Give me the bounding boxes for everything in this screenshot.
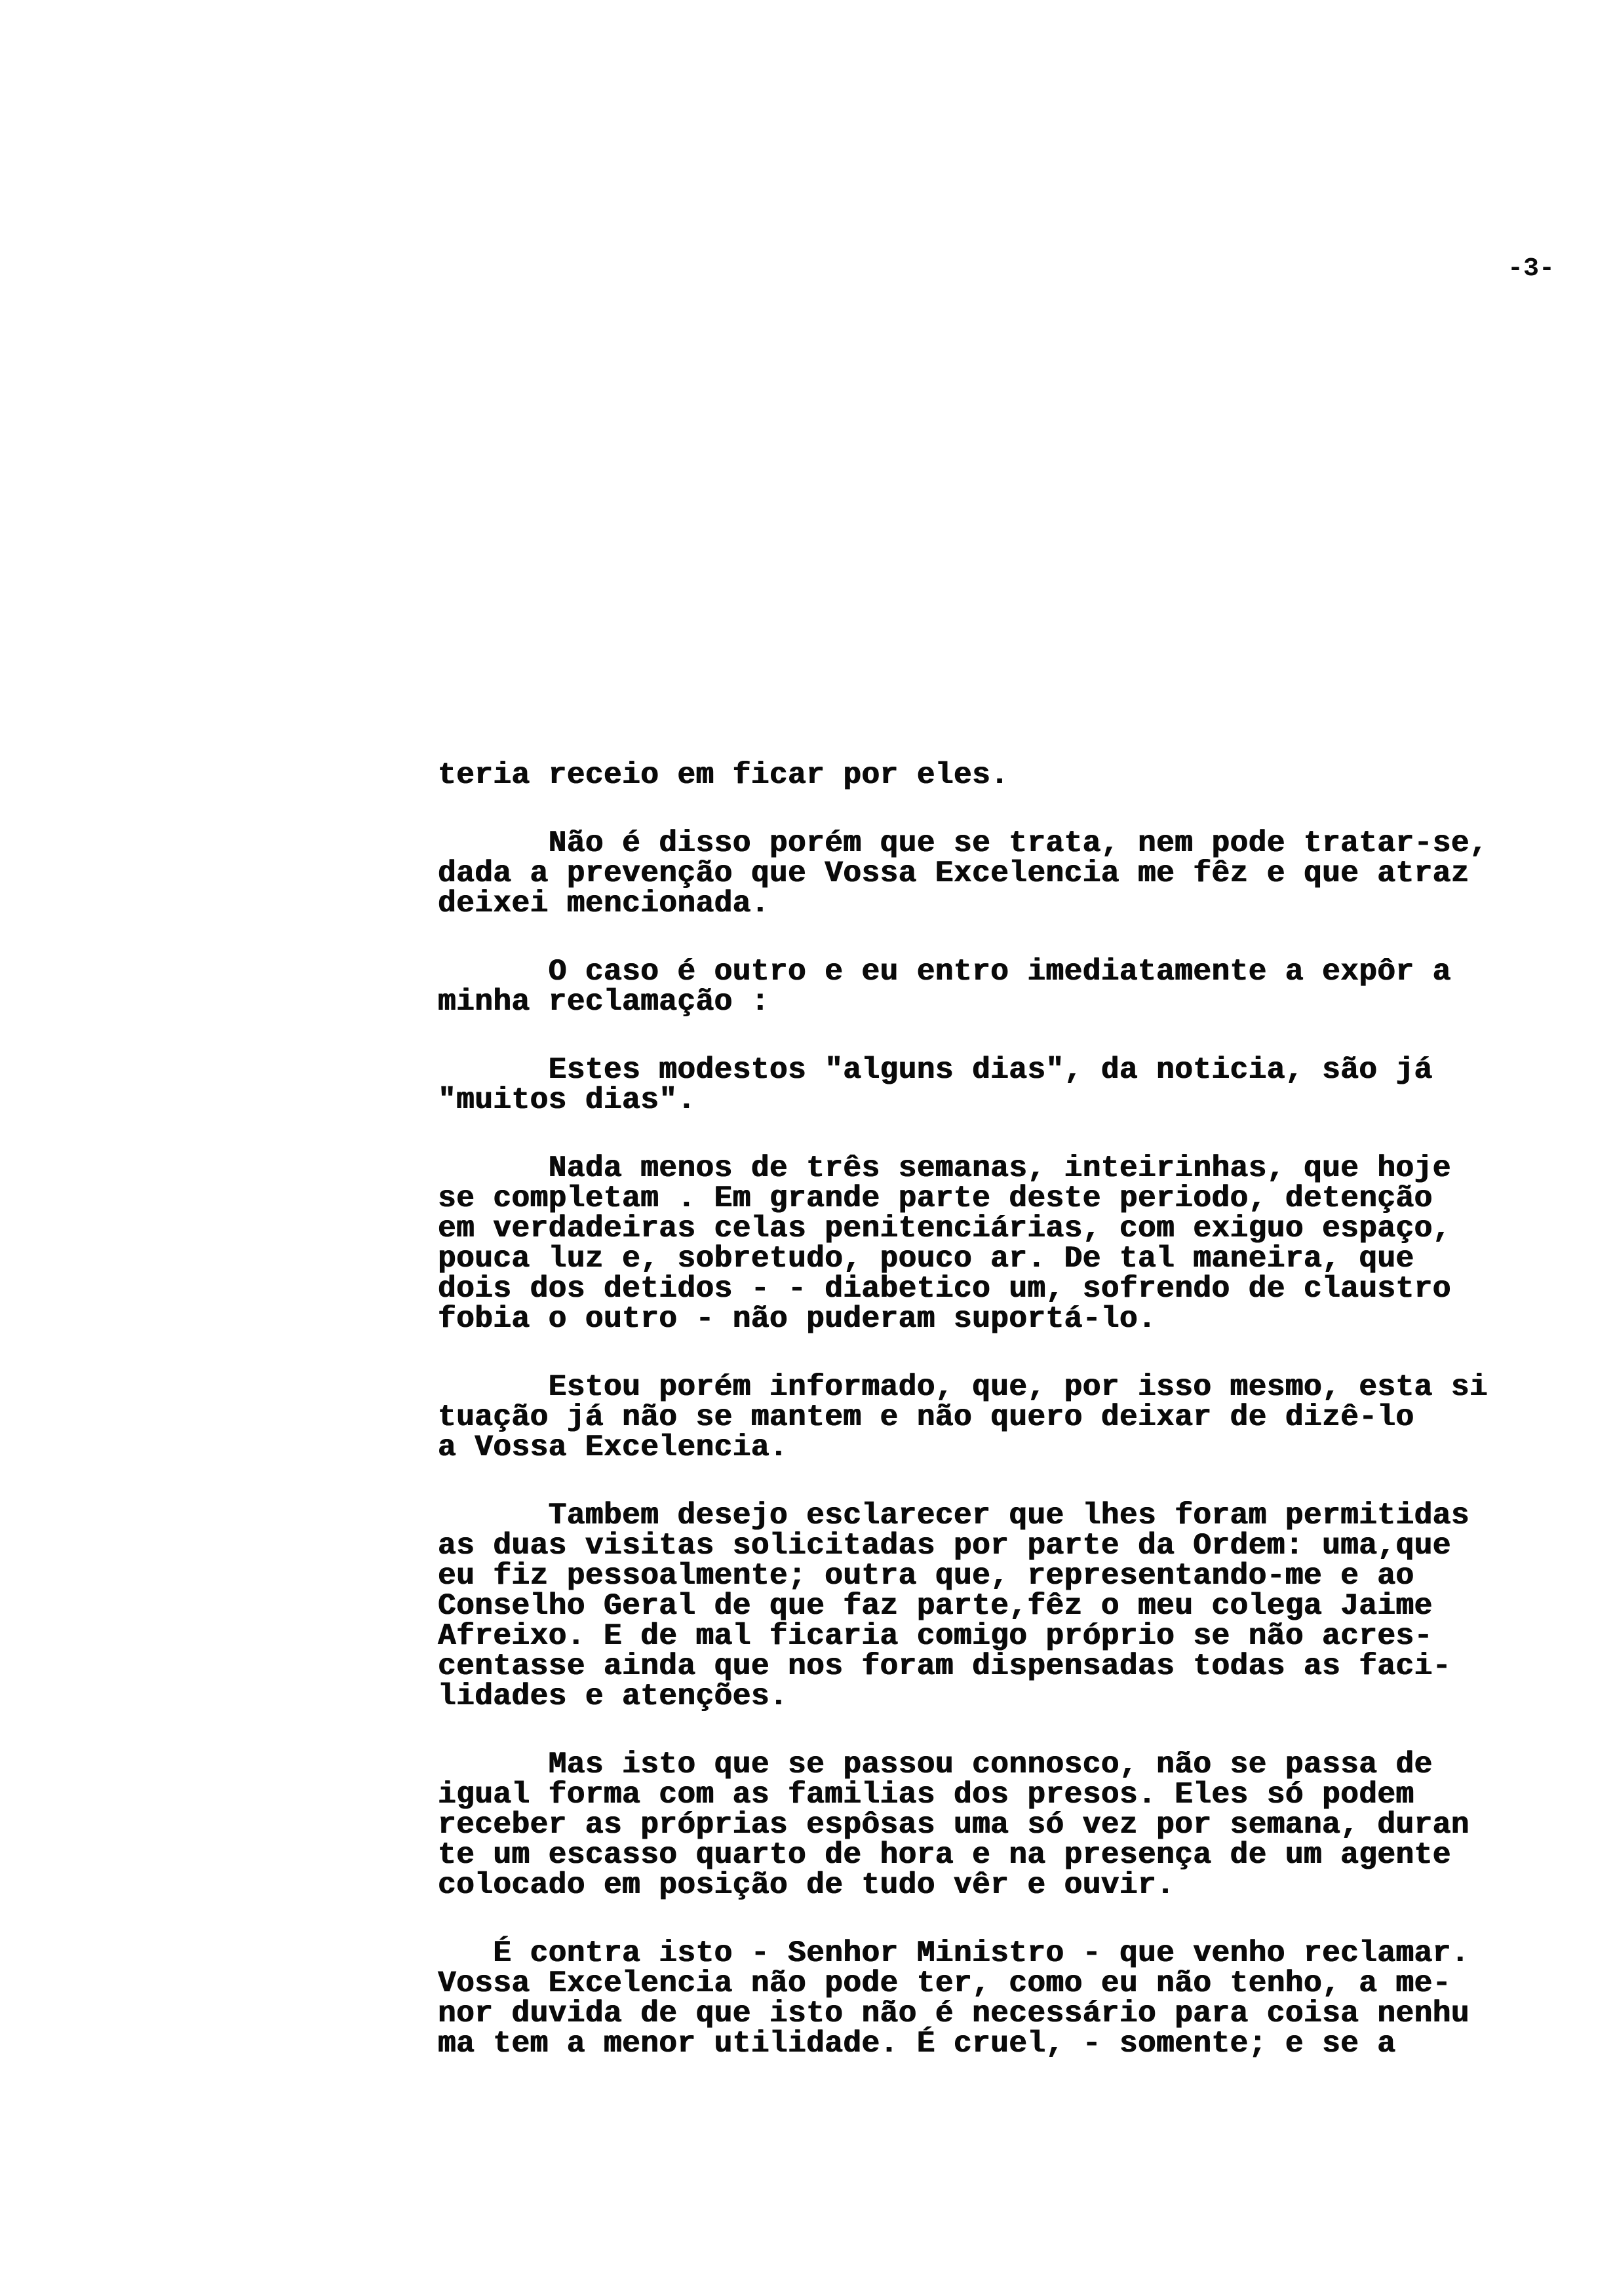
text-line: ma tem a menor utilidade. É cruel, - somente; e se a (438, 2027, 1396, 2061)
text-line: a Vossa Excelencia. (438, 1430, 788, 1464)
text-line: Afreixo. E de mal ficaria comigo próprio se não acres- (438, 1619, 1433, 1653)
text-line: Estou porém informado, que, por isso mesmo, esta si (438, 1370, 1488, 1404)
text-line: eu fiz pessoalmente; outra que, representando-me e ao (438, 1559, 1414, 1593)
text-line: igual forma com as familias dos presos. Eles só podem (438, 1778, 1414, 1812)
text-line: Não é disso porém que se trata, nem pode tratar-se, (438, 826, 1488, 860)
text-line: Mas isto que se passou connosco, não se passa de (438, 1748, 1433, 1782)
text-line: É contra isto - Senhor Ministro - que venho reclamar. (438, 1936, 1469, 1970)
paragraph-9 (438, 1938, 1526, 2059)
text-line: nor duvida de que isto não é necessário para coisa nenhu (438, 1997, 1469, 2031)
text-line: Tambem desejo esclarecer que lhes foram permitidas (438, 1499, 1469, 1533)
text-line: as duas visitas solicitadas por parte da Ordem: uma,que (438, 1529, 1451, 1563)
text-line: Nada menos de três semanas, inteirinhas, que hoje (438, 1151, 1451, 1185)
paragraph-8 (438, 1750, 1526, 1900)
paragraph-1 (438, 760, 1526, 790)
page-number: -3- (1508, 254, 1555, 284)
text-line: dada a prevenção que Vossa Excelencia me fêz e que atraz (438, 856, 1469, 890)
text-line: Conselho Geral de que faz parte,fêz o meu colega Jaime (438, 1589, 1433, 1623)
text-line: Vossa Excelencia não pode ter, como eu não tenho, a me- (438, 1966, 1451, 2000)
text-line: minha reclamação : (438, 985, 769, 1019)
text-line: colocado em posição de tudo vêr e ouvir. (438, 1868, 1175, 1902)
text-line: lidades e atenções. (438, 1679, 788, 1713)
text-line: te um escasso quarto de hora e na presença de um agente (438, 1838, 1451, 1872)
text-line: centasse ainda que nos foram dispensadas todas as faci- (438, 1649, 1451, 1683)
text-line: em verdadeiras celas penitenciárias, com exiguo espaço, (438, 1212, 1451, 1246)
text-line: O caso é outro e eu entro imediatamente a expôr a (438, 955, 1451, 989)
text-line: "muitos dias". (438, 1083, 696, 1117)
letter-body (438, 760, 1526, 2059)
paragraph-4 (438, 1055, 1526, 1115)
text-line: Estes modestos "alguns dias", da noticia, são já (438, 1053, 1433, 1087)
paragraph-7 (438, 1501, 1526, 1712)
text-line: deixei mencionada. (438, 887, 769, 921)
paragraph-6 (438, 1372, 1526, 1463)
text-line: pouca luz e, sobretudo, pouco ar. De tal maneira, que (438, 1242, 1414, 1276)
text-line: teria receio em ficar por eles. (438, 758, 1009, 792)
paragraph-5 (438, 1153, 1526, 1334)
text-line: receber as próprias espôsas uma só vez por semana, duran (438, 1808, 1469, 1842)
paragraph-2 (438, 828, 1526, 919)
paragraph-3 (438, 957, 1526, 1017)
text-line: dois dos detidos - - diabetico um, sofrendo de claustro (438, 1272, 1451, 1306)
text-line: se completam . Em grande parte deste periodo, detenção (438, 1181, 1433, 1215)
text-line: fobia o outro - não puderam suportá-lo. (438, 1302, 1157, 1336)
text-line: tuação já não se mantem e não quero deixar de dizê-lo (438, 1400, 1414, 1434)
